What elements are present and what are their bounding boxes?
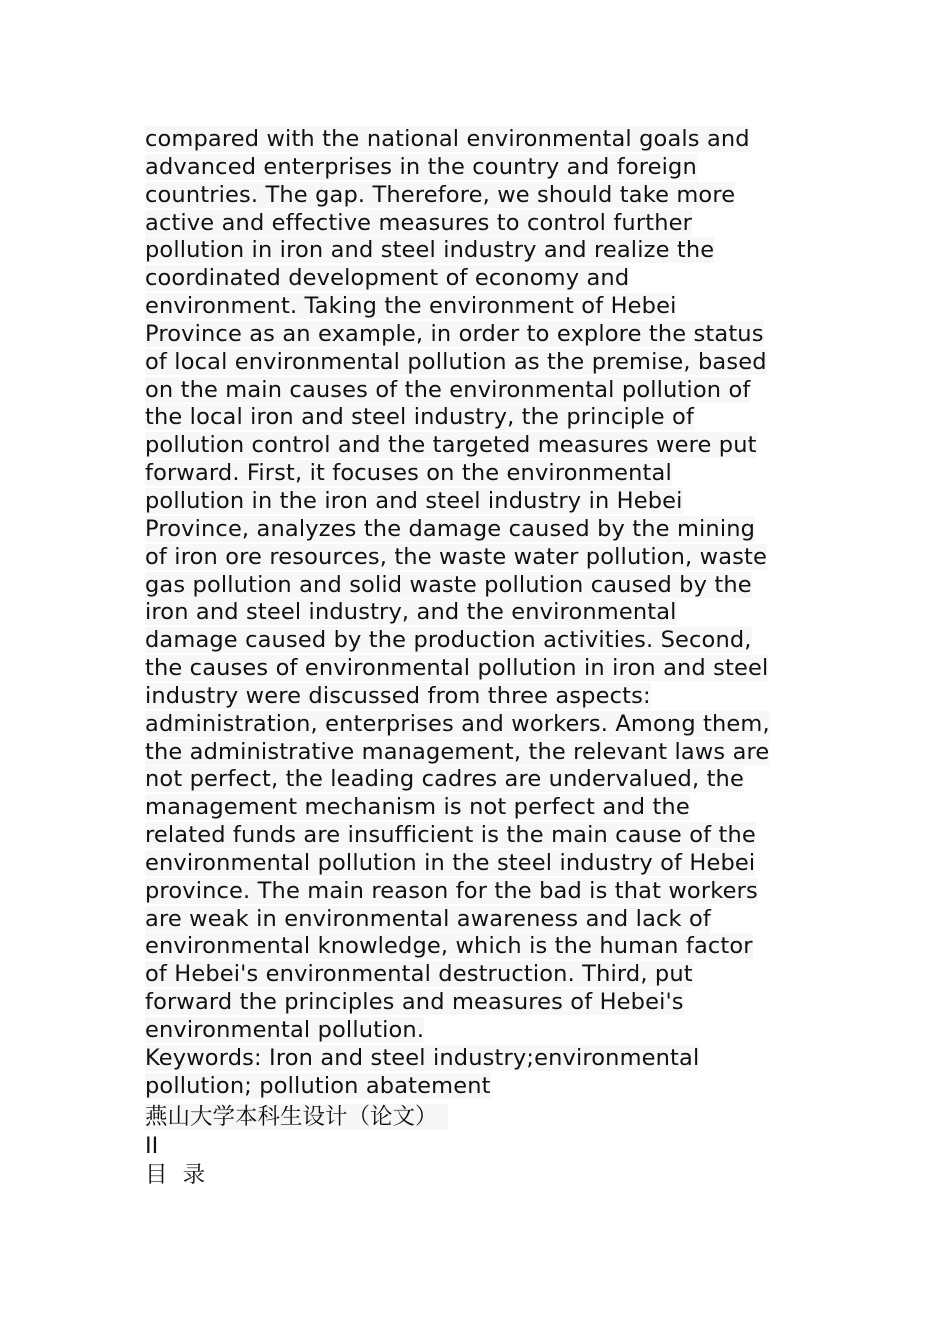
abstract-line: province. The main reason for the bad is that workers <box>145 877 758 904</box>
abstract-line: of local environmental pollution as the premise, based <box>145 348 767 375</box>
abstract-line: not perfect, the leading cadres are undervalued, the <box>145 766 744 793</box>
page-number: II <box>145 1133 159 1159</box>
abstract-line: environmental knowledge, which is the human factor <box>145 933 753 960</box>
abstract-line: gas pollution and solid waste pollution caused by the <box>145 571 752 598</box>
abstract-line: Province, analyzes the damage caused by the mining <box>145 515 756 542</box>
abstract-line: damage caused by the production activities. Second, <box>145 627 752 654</box>
abstract-line: the causes of environmental pollution in iron and steel <box>145 655 769 682</box>
abstract-line: forward. First, it focuses on the environmental <box>145 460 672 487</box>
abstract-line: active and effective measures to control further <box>145 209 693 236</box>
abstract-line: related funds are insufficient is the main cause of the <box>145 822 756 849</box>
abstract-line: are weak in environmental awareness and lack of <box>145 905 711 932</box>
abstract-body <box>145 126 810 1101</box>
abstract-line: Province as an example, in order to explore the status <box>145 320 764 347</box>
keywords-line: pollution; pollution abatement <box>145 1072 491 1099</box>
abstract-line: coordinated development of economy and <box>145 265 630 292</box>
abstract-line: forward the principles and measures of Hebei's <box>145 989 684 1016</box>
abstract-line: the administrative management, the relevant laws are <box>145 738 770 765</box>
abstract-line: of Hebei's environmental destruction. Third, put <box>145 961 693 988</box>
abstract-line: advanced enterprises in the country and foreign <box>145 153 697 180</box>
abstract-line: compared with the national environmental goals and <box>145 126 750 152</box>
university-header: 燕山大学本科生设计（论文） <box>145 1103 448 1132</box>
toc-title: 目 录 <box>145 1162 210 1188</box>
abstract-line: the local iron and steel industry, the principle of <box>145 404 695 431</box>
abstract-line: management mechanism is not perfect and the <box>145 794 690 821</box>
abstract-line: administration, enterprises and workers. Among them, <box>145 710 770 737</box>
abstract-line: iron and steel industry, and the environmental <box>145 599 677 626</box>
abstract-line: pollution in iron and steel industry and realize the <box>145 237 715 264</box>
abstract-line: pollution in the iron and steel industry in Hebei <box>145 487 683 514</box>
abstract-line: countries. The gap. Therefore, we should take more <box>145 181 736 208</box>
abstract-line: environmental pollution. <box>145 1017 425 1043</box>
abstract-line: pollution control and the targeted measures were put <box>145 432 757 459</box>
abstract-line: of iron ore resources, the waste water pollution, waste <box>145 543 767 570</box>
abstract-line: environmental pollution in the steel industry of Hebei <box>145 849 756 876</box>
abstract-line: industry were discussed from three aspects: <box>145 682 651 709</box>
abstract-line: environment. Taking the environment of Hebei <box>145 293 677 320</box>
keywords-line: Keywords: Iron and steel industry;environmental <box>145 1044 700 1071</box>
page-footer <box>145 1103 448 1190</box>
abstract-line: on the main causes of the environmental pollution of <box>145 376 751 403</box>
